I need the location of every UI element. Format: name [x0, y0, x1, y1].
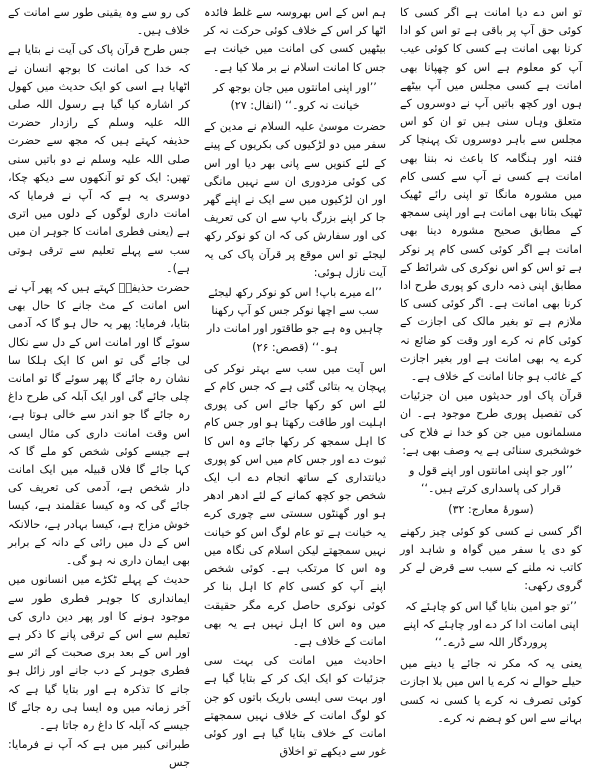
- column-left: [8, 4, 190, 770]
- verse-quote: ’’اور اپنی امانتوں میں جان بوجھ کر خیانت نہ کرو۔‘‘ (انفال: ۲۷): [213, 80, 377, 113]
- verse-reference: (سورۂ معارج: ۳۲): [448, 503, 534, 517]
- paragraph: قرآن پاک اور حدیثوں میں ان جزئیات کی تفصیل پوری طرح موجود ہے۔ ان مسلمانوں میں جن کو خدا نے فلاح کی خوشخبری سنائی ہے یہ وصف بھی ہے:: [400, 389, 582, 457]
- paragraph: اس آیت میں سب سے بہتر نوکر کی پہچان یہ بتائی گئی ہے کہ جس کام کے لئے اس کو رکھا جائے اس کی پوری اہلیت اور طاقت رکھتا ہو اور جس کام کا اہل سمجھ کر رکھا جائے وہ اس کا ثبوت دے اور جس کام میں اس کو پوری دیانتداری کے ساتھ انجام دے اب ایک شخص جو کچھ کمانے کے لئے ادھر ادھر ہو اور گھنٹوں سستی سے چوری کرے یہ خیانت ہے تو عام لوگ اس کو خیانت نہیں سمجھتے لیکن اسلام کی نگاہ میں وہ اس کا مرتکب ہے۔ کوئی شخص اپنے آپ کو کسی کام کا اہل بنا کر کوئی نوکری حاصل کرے مگر حقیقت میں وہ اس کا اہل نہیں ہے یہ بھی امانت کے خلاف ہے۔: [204, 361, 386, 648]
- verse-quote: ’’تو جو امین بنایا گیا اس کو چاہئے کہ اپنی امانت ادا کر دے اور چاہئے کہ اپنے پروردگار اللہ سے ڈرے۔‘‘: [403, 599, 579, 649]
- paragraph: طبرانی کبیر میں ہے کہ آپ نے فرمایا: جس: [8, 738, 190, 770]
- paragraph: یعنی یہ کہ مکر نہ جائے یا دینے میں حیلے حوالے نہ کرے یا اس میں بلا اجازت کوئی تصرف نہ کرے یا کسی نہ کسی بہانے سے اس کو ہضم نہ کرے۔: [400, 657, 582, 725]
- paragraph: حدیث کے پہلے ٹکڑے میں انسانوں میں ایمانداری کا جوہر فطری طور سے موجود ہونے کا اور پھر دین داری کی تعلیم سے اس کے ترقی پانے کا ذکر ہے اور اس کے بعد بری صحبت کے اثر سے فطری جوہر کے دب جانے اور زائل ہو جانے کا تذکرہ ہے اور بتایا گیا ہے کہ آخر زمانہ میں وہ ایسا ہی رہ جائے گا جیسے کہ آبلہ کا داغ رہ جاتا ہے۔: [8, 573, 190, 732]
- paragraph: جس طرح قرآن پاک کی آیت نے بتایا ہے کہ خدا کی امانت کا بوجھ انسان نے اٹھایا ہے اسی کو ایک حدیث میں کھول کر اشارہ کیا گیا ہے رسول اللہ صلی اللہ علیہ وسلم کے رازدار حضرت حذیفہ کہتے ہیں کہ مجھ سے حضرت صلی اللہ علیہ وسلم نے دو باتیں سنی تھیں: ایک کو تو آنکھوں سے دیکھ چکا، دوسری یہ ہے کہ آپ نے فرمایا کہ امانت داری لوگوں کے دلوں میں اتری ہے (یعنی فطری امانت کا جوہر ان میں سب سے پہلے تعلیم سے ترقی ہوتی ہے)۔: [8, 43, 190, 275]
- column-middle: [204, 4, 386, 761]
- verse-quote: ’’اے میرے باپ! اس کو نوکر رکھ لیجئے سب سے اچھا نوکر جس کو آپ رکھنا چاہیں وہ ہے جو طاقتور اور امانت دار ہو۔‘‘ (قصص: ۲۶): [206, 286, 384, 354]
- paragraph: حضرت حذیفہؓ کہتے ہیں کہ پھر آپ نے اس امانت کے مٹ جانے کا حال بھی بتایا، فرمایا: پھر یہ حال ہو گا کہ آدمی سوئے گا اور امانت اس کے دل سے نکال لی جائے گی تو اس کا ایک ہلکا سا نشان رہ جائے گا پھر سوئے گا تو امانت چلی جائے گی اور ایک آبلہ کی طرح داغ رہ جائے گا جو اندر سے خالی ہوتا ہے، اس وقت امانت داری کی مثال ایسی ہے جیسے کوئی شخص کو ملے گا کہ کہا جائے گا فلاں قبیلہ میں ایک امانت دار شخص ہے، آدمی کی تعریف کی جائے گی کہ وہ کیسا عقلمند ہے، کیسا خوش مزاج ہے، کیسا بہادر ہے، حالانکہ اس کے دل میں رائی کے دانہ کے برابر بھی ایمان داری نہ ہو گی۔: [8, 281, 190, 568]
- text-columns: [8, 4, 582, 770]
- column-right: [400, 4, 582, 761]
- paragraph: کی رو سے وہ یقینی طور سے امانت کے خلاف ہیں۔: [8, 6, 190, 38]
- paragraph: تو اس دے دیا امانت ہے اگر کسی کا کوئی حق آپ پر باقی ہے تو اس کو ادا کرنا بھی امانت ہے کسی کا کوئی عیب آپ کو معلوم ہے اس کو چھپانا بھی امانت ہے کسی مجلس میں آپ بیٹھے ہوں اور کچھ باتیں آپ نے دوسروں کے متعلق وہاں سنی ہیں تو ان کو اس مجلس سے باہر دوسروں تک پہنچا کر فتنہ اور ہنگامہ کا باعث نہ بننا بھی امانت ہے کسی نے آپ سے کسی کام میں مشورہ مانگا تو اپنی رائے ٹھیک ٹھیک بتانا بھی امانت ہے اور اپنی سمجھ کے مطابق صحیح مشورہ دینا بھی امانت ہے اگر کوئی کسی کام پر نوکر ہے تو اس کو اس نوکری کی شرائط کے مطابق اپنی ذمہ داری کو پوری طرح ادا کرنا بھی امانت ہے۔ اگر کوئی کسی کا ملازم ہے تو بغیر مالک کی اجازت کے کوئی کام نہ کرے اور وقت کو ضائع نہ کرے یہ بھی امانت ہے اور بغیر اجازت کے غائب ہو جانا امانت کے خلاف ہے۔: [400, 6, 582, 384]
- paragraph: ہم اس کے اس بھروسہ سے غلط فائدہ اٹھا کر اس کے خلاف کوئی حرکت نہ کر بیٹھیں کسی کی امانت میں خیانت ہے جس کا امانت اسلام نے بر ملا کیا ہے۔: [204, 6, 386, 74]
- verse-quote: ’’اور جو اپنی امانتوں اور اپنے قول و قرار کی پاسداری کرتے ہیں۔‘‘: [409, 464, 573, 496]
- paragraph: احادیث میں امانت کی بہت سی جزئیات کو ایک ایک کر کے بتایا گیا ہے اور بہت سی ایسی باریک باتوں کو جن کو لوگ امانت کے خلاف نہیں سمجھتے امانت کے خلاف بتایا گیا ہے اور کوئی غور سے دیکھے تو اخلاق: [204, 654, 386, 759]
- paragraph: اگر کسی نے کسی کو کوئی چیز رکھنے کو دی یا سفر میں گواہ و شاہد اور کاتب نہ ملنے کے سبب سے قرض لے کر گروی رکھی:: [400, 524, 582, 593]
- paragraph: حضرت موسیٰ علیہ السلام نے مدین کے سفر میں دو لڑکیوں کی بکریوں کے پینے کے لئے کنویں سے پانی بھر دیا اور اس کی کوئی مزدوری ان سے نہیں مانگی اور ان لڑکیوں میں سے ایک نے اپنے گھر جا کر اپنے بزرگ باپ سے ان کی تعریف کی اور سفارش کی کہ ان کو نوکر رکھ لیجئے تو اس موقع پر قرآن پاک کی یہ آیت نازل ہوئی:: [204, 120, 386, 279]
